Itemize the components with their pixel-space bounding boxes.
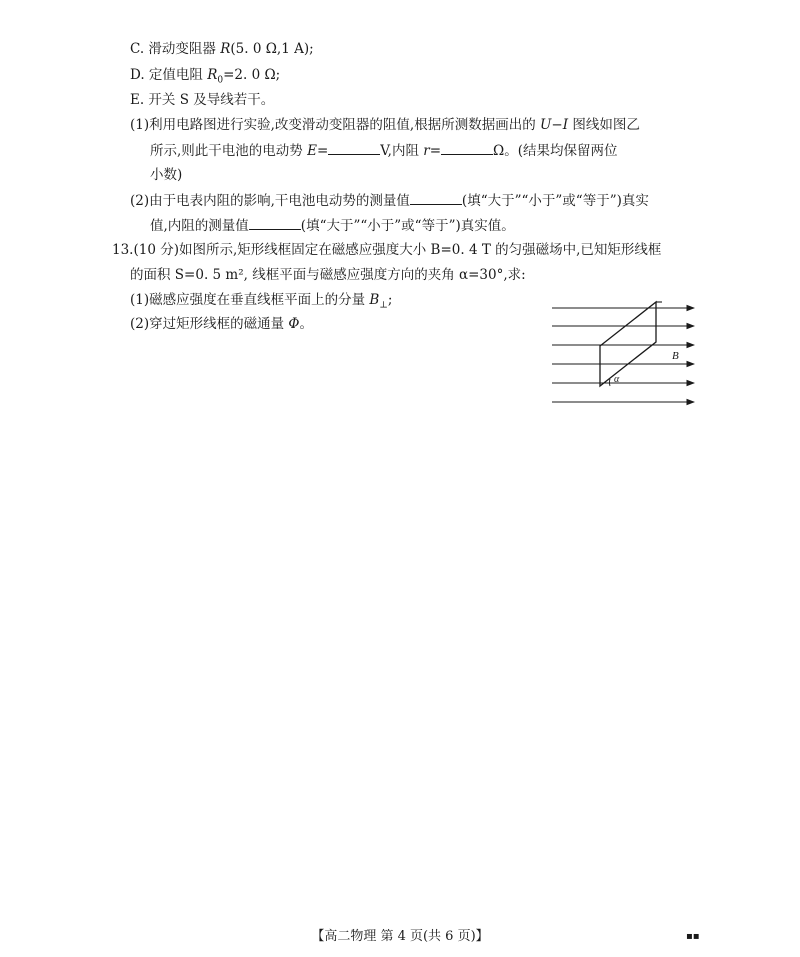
q13-line2: 的面积 S=0. 5 m², 线框平面与磁感应强度方向的夹角 α=30°,求:	[130, 267, 526, 283]
q12-part2-line2: 值,内阻的测量值 (填“大于”“小于”或“等于”)真实值。	[150, 218, 515, 234]
field-frame-figure	[548, 300, 700, 412]
emf-comparison-blank[interactable]	[410, 191, 462, 205]
option-d: D. 定值电阻 $R_0=2$. 0 Ω;	[130, 67, 281, 86]
option-c: C. 滑动变阻器 R(5. 0 Ω,1 A);	[130, 41, 314, 57]
option-e: E. 开关 S 及导线若干。	[130, 92, 275, 108]
resistance-comparison-blank[interactable]	[249, 216, 301, 230]
page-footer: 【高二物理 第 4 页(共 6 页)】	[311, 929, 489, 944]
alpha-label: α	[614, 374, 620, 385]
q12-part1-line2: 所示,则此干电池的电动势 E= V,内阻 r= Ω。(结果均保留两位	[150, 143, 618, 159]
q12-part2-line1: (2)由于电表内阻的影响,干电池电动势的测量值 (填“大于”“小于”或“等于”)真实	[130, 193, 649, 209]
corner-mark: ▪▪	[686, 931, 700, 942]
b-label: B	[672, 350, 679, 362]
q13-sub1: (1)磁感应强度在垂直线框平面上的分量 $B_\perp$;	[130, 292, 393, 311]
q12-part1-line1: (1)利用电路图进行实验,改变滑动变阻器的阻值,根据所测数据画出的 U−I 图线如图乙	[130, 117, 640, 133]
q13-sub2: (2)穿过矩形线框的磁通量 Φ。	[130, 316, 313, 332]
emf-answer-blank[interactable]	[328, 141, 380, 155]
magnetic-field-diagram	[548, 300, 700, 412]
rectangular-frame	[600, 302, 656, 386]
q12-part1-line3: 小数)	[150, 167, 183, 183]
resistance-answer-blank[interactable]	[441, 141, 493, 155]
q13-line1: 13.(10 分)如图所示,矩形线框固定在磁感应强度大小 B=0. 4 T 的匀强磁场中,已知矩形线框	[112, 242, 662, 258]
